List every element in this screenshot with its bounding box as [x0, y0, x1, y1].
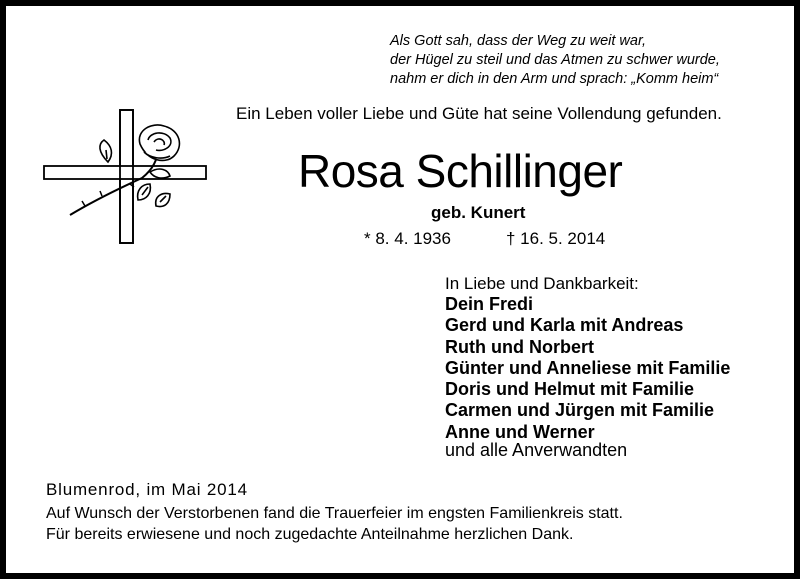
mourner-name: Doris und Helmut mit Familie	[445, 379, 695, 400]
birth-name: geb. Kunert	[431, 203, 526, 222]
poem-line: Als Gott sah, dass der Weg zu weit war,	[390, 33, 647, 49]
mourners-closing: und alle Anverwandten	[445, 440, 628, 460]
mourners-intro: In Liebe und Dankbarkeit:	[445, 274, 639, 293]
mourner-name: Ruth und Norbert	[445, 336, 594, 357]
mourner-name: Gerd und Karla mit Andreas	[445, 315, 684, 336]
place-date: Blumenrod, im Mai 2014	[46, 480, 248, 499]
poem-line: nahm er dich in den Arm und sprach: „Komm heim“	[390, 71, 719, 87]
funeral-notice	[46, 503, 623, 545]
mourners-list	[445, 294, 730, 443]
death-date: † 16. 5. 2014	[506, 229, 606, 248]
deceased-name: Rosa Schillinger	[298, 145, 623, 197]
poem-line: der Hügel zu steil und das Atmen zu schwer wurde,	[390, 52, 720, 68]
mourner-name: Carmen und Jürgen mit Familie	[445, 400, 715, 421]
birth-date: * 8. 4. 1936	[364, 229, 451, 248]
mourner-name: Anne und Werner	[445, 421, 595, 442]
poem	[390, 32, 720, 89]
cross-with-rose-icon	[40, 100, 220, 245]
mourner-name: Dein Fredi	[445, 294, 534, 314]
notice-line: Auf Wunsch der Verstorbenen fand die Trauerfeier im engsten Familienkreis statt.	[46, 505, 623, 522]
mourner-name: Günter und Anneliese mit Familie	[445, 357, 731, 378]
tagline: Ein Leben voller Liebe und Güte hat seine Vollendung gefunden.	[236, 104, 722, 123]
notice-line: Für bereits erwiesene und noch zugedachte Anteilnahme herzlichen Dank.	[46, 526, 574, 543]
